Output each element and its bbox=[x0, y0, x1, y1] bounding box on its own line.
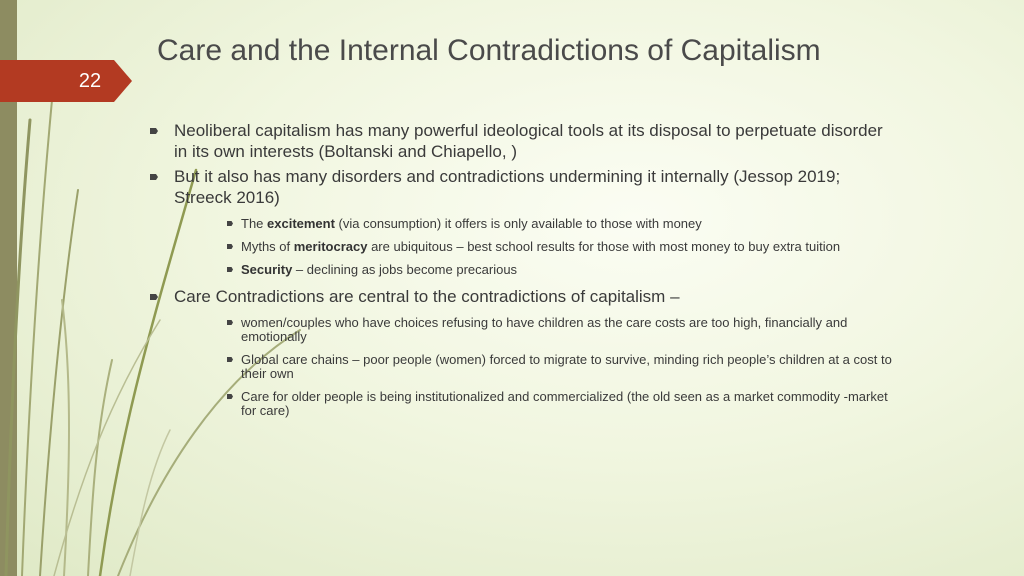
list-item bbox=[140, 286, 900, 307]
list-item bbox=[140, 263, 900, 277]
arrow-bullet-icon bbox=[227, 320, 233, 325]
bullet-text: Neoliberal capitalism has many powerful ideological tools at its disposal to perpetuate disorder in its own interests (Boltanski and Chiapello, ) bbox=[174, 121, 883, 161]
list-item bbox=[140, 240, 900, 254]
bullet-text-bold: Security bbox=[241, 262, 293, 277]
bullet-text: But it also has many disorders and contradictions undermining it internally (Jessop 2019; Streeck 2016) bbox=[174, 167, 841, 207]
bullet-list bbox=[140, 120, 900, 427]
arrow-bullet-icon bbox=[150, 174, 158, 180]
arrow-bullet-icon bbox=[227, 267, 233, 272]
bullet-text-pre: Myths of bbox=[241, 239, 294, 254]
bullet-text: women/couples who have choices refusing to have children as the care costs are too high, financially and emotionally bbox=[241, 315, 848, 344]
arrow-bullet-icon bbox=[227, 394, 233, 399]
list-item bbox=[140, 120, 900, 162]
bullet-text-post: (via consumption) it offers is only available to those with money bbox=[334, 216, 702, 231]
bullet-text-bold: excitement bbox=[267, 216, 335, 231]
bullet-text-bold: meritocracy bbox=[293, 239, 368, 254]
list-item bbox=[140, 353, 900, 381]
bullet-text: Care Contradictions are central to the contradictions of capitalism – bbox=[174, 287, 680, 306]
bullet-text-post: are ubiquitous – best school results for those with most money to buy extra tuition bbox=[367, 239, 841, 254]
list-item bbox=[140, 316, 900, 344]
slide-title: Care and the Internal Contradictions of Capitalism bbox=[157, 34, 821, 67]
arrow-bullet-icon bbox=[227, 244, 233, 249]
arrow-bullet-icon bbox=[227, 357, 233, 362]
list-item bbox=[140, 166, 900, 208]
bullet-text-pre: The bbox=[241, 216, 268, 231]
bullet-text-post: – declining as jobs become precarious bbox=[292, 262, 518, 277]
list-item bbox=[140, 217, 900, 231]
arrow-bullet-icon bbox=[150, 294, 158, 300]
list-item bbox=[140, 390, 900, 418]
bullet-text: Care for older people is being institutionalized and commercialized (the old seen as a market commodity -market for care) bbox=[241, 389, 888, 418]
slide-number: 22 bbox=[78, 70, 102, 92]
slide-number-tab bbox=[0, 60, 132, 102]
bullet-text: Global care chains – poor people (women) forced to migrate to survive, minding rich people’s children at a cost to their own bbox=[241, 352, 892, 381]
arrow-bullet-icon bbox=[150, 128, 158, 134]
arrow-bullet-icon bbox=[227, 221, 233, 226]
